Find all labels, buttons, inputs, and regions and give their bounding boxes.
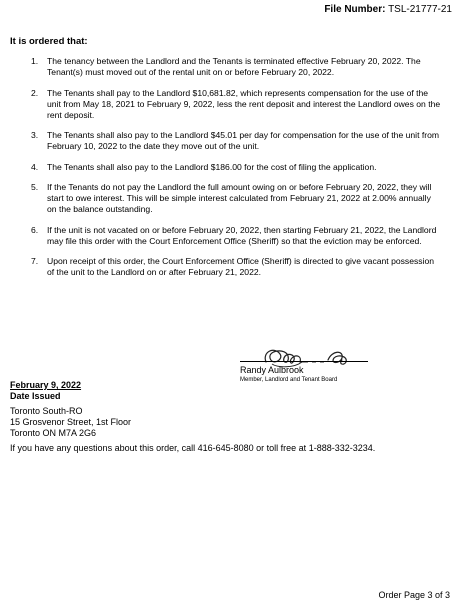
order-text: Upon receipt of this order, the Court Enforcement Office (Sheriff) is directed to give vacant possession of the unit to the Landlord on or after February 21, 2022. [47, 256, 435, 277]
order-number: 7. [31, 256, 39, 266]
order-list [10, 56, 442, 288]
page-number: Order Page 3 of 3 [378, 590, 450, 600]
signature-line [240, 361, 368, 362]
date-issued-value: February 9, 2022 [10, 380, 82, 390]
office-address [10, 406, 131, 439]
order-item [10, 256, 442, 278]
signer-block [240, 365, 337, 384]
file-number-value: TSL-21777-21 [388, 4, 452, 15]
order-text: The tenancy between the Landlord and the Tenants is terminated effective February 20, 2022. The Tenant(s) must moved out of the rental unit on or before February 20, 2022. [47, 56, 421, 77]
order-item [10, 56, 442, 78]
contact-info: If you have any questions about this order, call 416-645-8080 or toll free at 1-888-332-3234. [10, 443, 376, 453]
order-text: If the unit is not vacated on or before February 20, 2022, then starting February 21, 2022, the Landlord may file this order with the Court Enforcement Office (Sheriff) so that the eviction may be enforced. [47, 224, 437, 246]
signer-title: Member, Landlord and Tenant Board [240, 377, 338, 383]
order-item [10, 182, 442, 215]
order-item [10, 162, 442, 173]
order-text: If the Tenants do not pay the Landlord the full amount owing on or before February 20, 2022, they will start to owe interest. This will be simple interest calculated from February 21, 2022 at 2.00% annually on the balance outstanding. [47, 182, 432, 214]
signer-name: Randy Aulbrook [240, 365, 304, 375]
order-number: 3. [31, 130, 39, 140]
order-item [10, 130, 442, 152]
order-text: The Tenants shall also pay to the Landlord $186.00 for the cost of filing the application. [47, 161, 377, 172]
order-number: 2. [31, 87, 39, 98]
order-item [10, 225, 442, 247]
order-text: The Tenants shall also pay to the Landlord $45.01 per day for compensation for the use of the unit from February 10, 2022 to the date they move out of the unit. [47, 130, 440, 151]
file-number [324, 4, 452, 15]
date-issued-label: Date Issued [10, 391, 61, 401]
file-number-label: File Number: [324, 4, 386, 15]
date-issued-block [10, 380, 81, 402]
address-street: 15 Grosvenor Street, 1st Floor [10, 417, 132, 427]
order-number: 1. [31, 56, 39, 66]
address-city: Toronto ON M7A 2G6 [10, 428, 97, 438]
address-office: Toronto South-RO [10, 406, 83, 416]
order-heading: It is ordered that: [10, 36, 88, 47]
order-number: 6. [31, 224, 39, 235]
order-number: 4. [31, 161, 39, 172]
order-item [10, 88, 442, 121]
order-text: The Tenants shall pay to the Landlord $10,681.82, which represents compensation for the use of the unit from May 18, 2021 to February 9, 2022, less the rent deposit and interest the Landlord owes on the rent deposit. [47, 87, 441, 120]
order-number: 5. [31, 182, 39, 192]
